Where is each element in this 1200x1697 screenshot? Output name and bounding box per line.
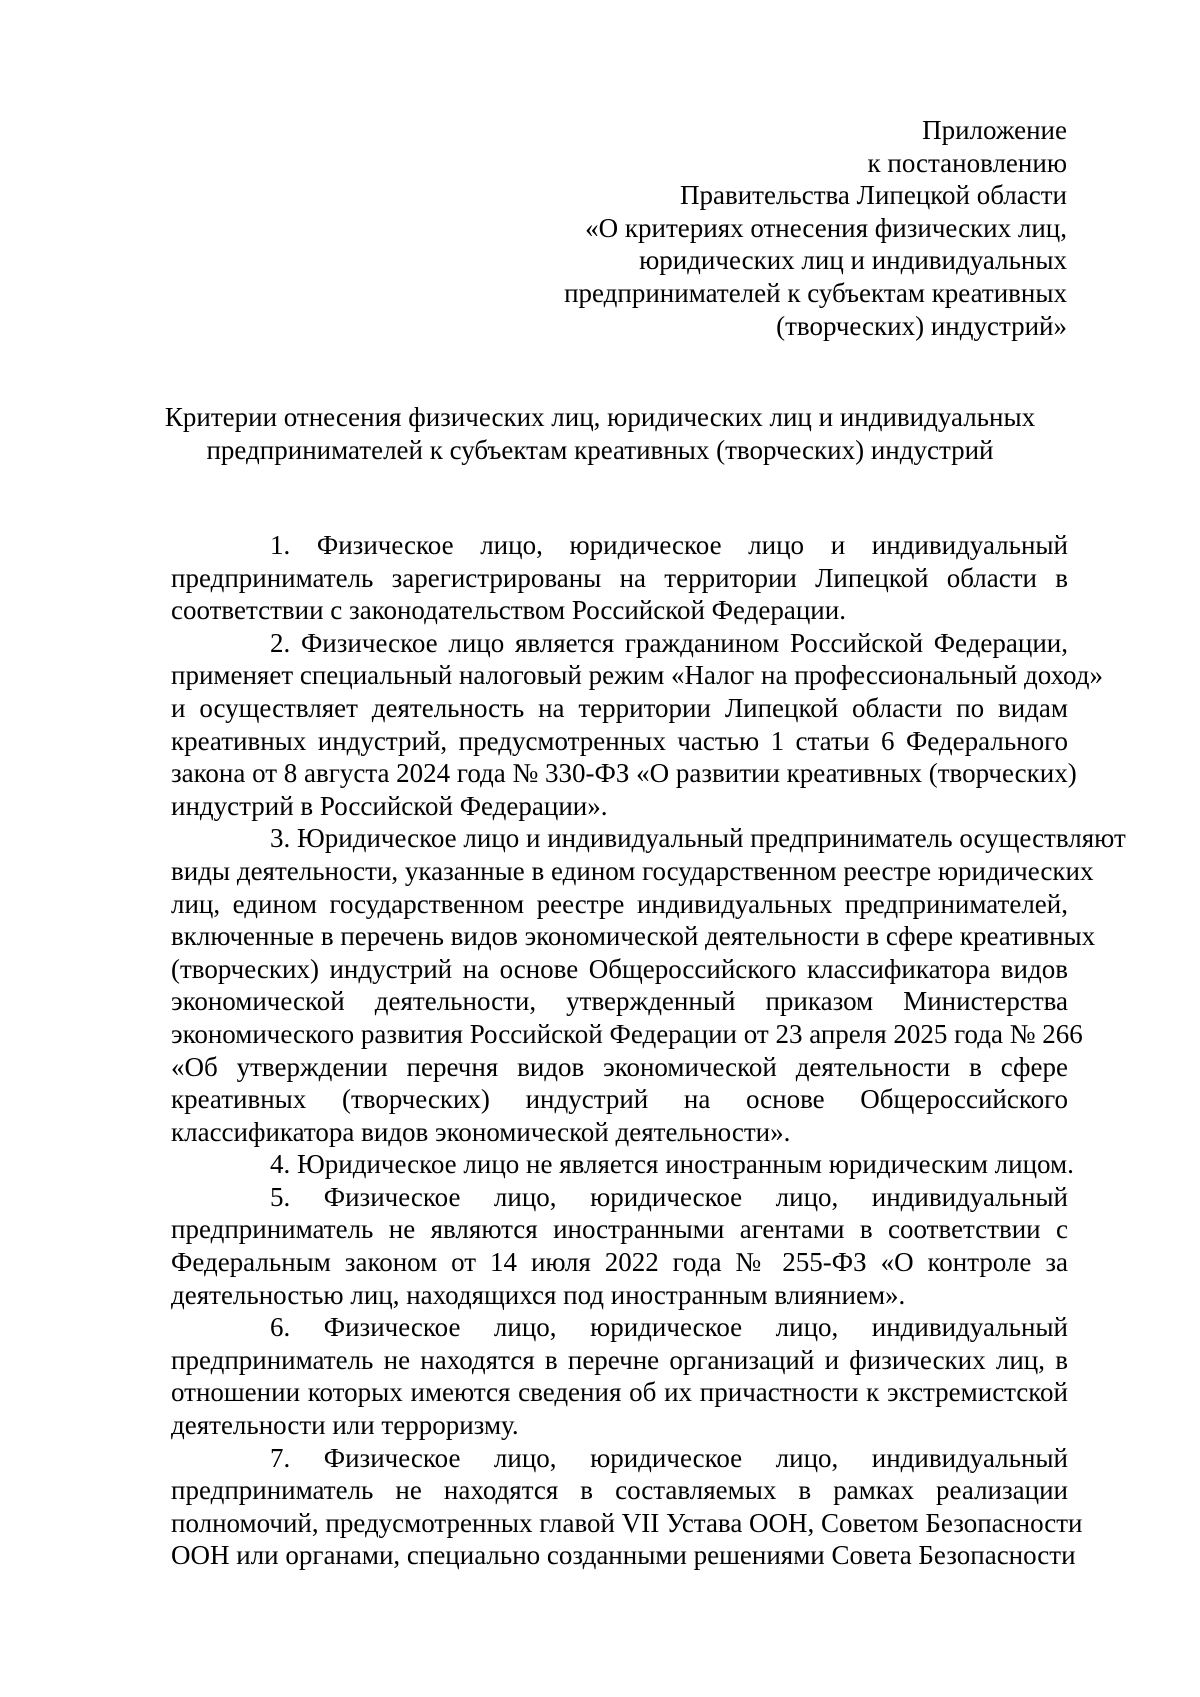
clause-line: предприниматель зарегистрированы на территории Липецкой области в xyxy=(171,562,1068,593)
clause-line: 1. Физическое лицо, юридическое лицо и индивидуальный xyxy=(270,530,1068,560)
document-title-line: предпринимателей к субъектам креативных (творческих) индустрий xyxy=(206,434,994,465)
clause-line: предприниматель не являются иностранными агентами в соответствии с xyxy=(171,1214,1068,1245)
appendix-line: «О критериях отнесения физических лиц, xyxy=(585,212,1067,243)
clause-line: 3. Юридическое лицо и индивидуальный предприниматель осуществляют xyxy=(270,823,1126,854)
clause-line: 4. Юридическое лицо не является иностранным юридическим лицом. xyxy=(270,1149,1074,1180)
appendix-line: юридических лиц и индивидуальных xyxy=(639,245,1067,276)
clause-line: (творческих) индустрий на основе Общероссийского классификатора видов xyxy=(171,953,1068,984)
clause-line: классификатора видов экономической деятельности». xyxy=(171,1116,791,1147)
clause-3 xyxy=(171,822,1126,1148)
clause-line: лиц, едином государственном реестре индивидуальных предпринимателей, xyxy=(171,888,1068,919)
clause-line: Федеральным законом от 14 июля 2022 года № 255-ФЗ «О контроле за xyxy=(171,1247,1068,1278)
clause-line: виды деятельности, указанные в едином государственном реестре юридических xyxy=(171,855,1094,886)
clause-7 xyxy=(171,1442,1083,1572)
clause-line: индустрий в Российской Федерации». xyxy=(171,790,608,821)
appendix-line: (творческих) индустрий» xyxy=(776,310,1067,341)
clause-line: ООН или органами, специально созданными решениями Совета Безопасности xyxy=(171,1540,1076,1571)
clause-line: предприниматель не находятся в перечне организаций и физических лиц, в xyxy=(171,1344,1068,1375)
document-body xyxy=(171,529,1126,1572)
clause-1 xyxy=(171,529,1068,627)
clause-6 xyxy=(171,1311,1068,1441)
clause-line: предприниматель не находятся в составляемых в рамках реализации xyxy=(171,1475,1068,1506)
clause-5 xyxy=(171,1181,1068,1311)
clause-line: деятельностью лиц, находящихся под иностранным влиянием». xyxy=(171,1279,906,1310)
appendix-line: предпринимателей к субъектам креативных xyxy=(564,277,1067,308)
appendix-line: к постановлению xyxy=(867,147,1067,178)
clause-line: 6. Физическое лицо, юридическое лицо, индивидуальный xyxy=(270,1312,1068,1343)
clause-line: отношении которых имеются сведения об их причастности к экстремистской xyxy=(171,1377,1068,1408)
clause-line: закона от 8 августа 2024 года № 330-ФЗ «О развитии креативных (творческих) xyxy=(171,758,1077,789)
clause-line: 7. Физическое лицо, юридическое лицо, индивидуальный xyxy=(270,1442,1068,1473)
clause-line: соответствии с законодательством Российской Федерации. xyxy=(171,595,846,626)
clause-2 xyxy=(171,627,1104,823)
clause-line: полномочий, предусмотренных главой VII Устава ООН, Советом Безопасности xyxy=(171,1507,1083,1538)
document-title-line: Критерии отнесения физических лиц, юридических лиц и индивидуальных xyxy=(164,402,1036,432)
clause-line: экономического развития Российской Федерации от 23 апреля 2025 года № 266 xyxy=(171,1018,1083,1049)
appendix-line: Правительства Липецкой области xyxy=(679,180,1067,211)
appendix-line: Приложение xyxy=(922,115,1067,145)
clause-line: 5. Физическое лицо, юридическое лицо, индивидуальный xyxy=(270,1181,1068,1212)
clause-line: «Об утверждении перечня видов экономической деятельности в сфере xyxy=(171,1051,1068,1082)
clause-line: 2. Физическое лицо является гражданином Российской Федерации, xyxy=(270,627,1068,658)
clause-line: включенные в перечень видов экономической деятельности в сфере креативных xyxy=(171,921,1096,952)
clause-line: креативных индустрий, предусмотренных частью 1 статьи 6 Федерального xyxy=(171,725,1068,756)
clause-line: применяет специальный налоговый режим «Налог на профессиональный доход» xyxy=(171,660,1104,691)
clause-line: экономической деятельности, утвержденный приказом Министерства xyxy=(171,986,1068,1017)
clause-line: креативных (творческих) индустрий на основе Общероссийского xyxy=(171,1084,1068,1115)
appendix-header xyxy=(507,114,1067,342)
clause-line: деятельности или терроризму. xyxy=(171,1410,519,1441)
document-title xyxy=(0,401,1200,466)
clause-line: и осуществляет деятельность на территории Липецкой области по видам xyxy=(171,692,1068,723)
clause-4 xyxy=(171,1148,1074,1181)
